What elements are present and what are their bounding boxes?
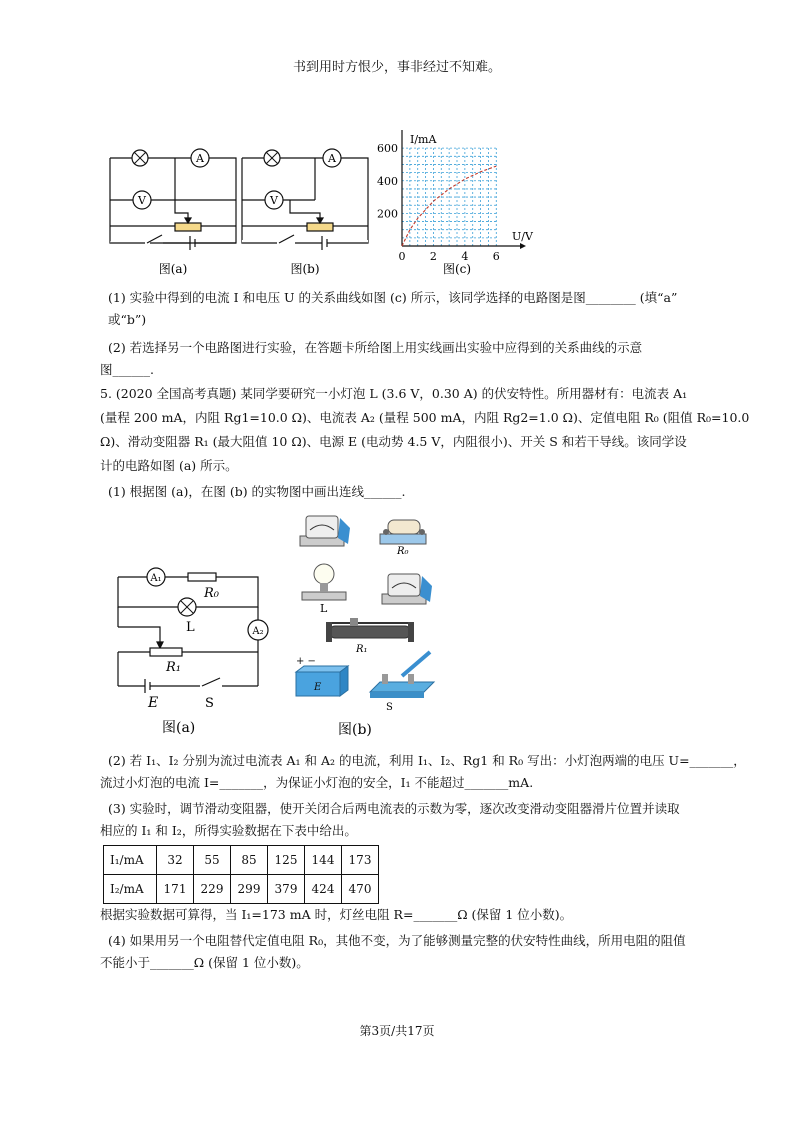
ammeter-device-icon xyxy=(300,516,350,546)
rheostat-device-icon xyxy=(326,618,414,642)
table-header-I1: I₁/mA xyxy=(104,846,157,875)
q4-part2: (2) 若选择另一个电路图进行实验，在答题卡所给图上用实线画出实验中应得到的关系曲线的示意 xyxy=(108,340,643,355)
photo-label-S: S xyxy=(386,702,393,713)
label-L: L xyxy=(186,620,195,635)
bulb-device-icon xyxy=(302,564,346,600)
table-cell: 470 xyxy=(342,875,379,904)
x-axis-arrow xyxy=(520,243,526,249)
iv-graph xyxy=(377,130,526,263)
table-header-I2: I₂/mA xyxy=(104,875,157,904)
table-cell: 85 xyxy=(231,846,268,875)
y-tick-label: 200 xyxy=(377,207,398,221)
graph-caption: 图(c) xyxy=(442,262,472,276)
battery-device-icon xyxy=(296,656,348,696)
circuit-a-caption: 图(a) xyxy=(158,262,188,276)
x-tick-label: 4 xyxy=(461,250,469,263)
graph-xlabel: U/V xyxy=(512,230,533,243)
data-table xyxy=(103,845,379,904)
table-cell: 299 xyxy=(231,875,268,904)
iv-curve xyxy=(402,166,496,246)
x-tick-label: 0 xyxy=(398,250,406,263)
photo-label-L: L xyxy=(320,602,328,615)
x-tick-label: 2 xyxy=(429,250,437,263)
table-cell: 424 xyxy=(305,875,342,904)
y-tick-label: 600 xyxy=(377,142,398,156)
ammeter2-device-icon xyxy=(382,574,432,604)
photo-label-R0: R₀ xyxy=(397,546,409,557)
circuit-b xyxy=(242,158,368,243)
photo-label-R1: R₁ xyxy=(356,644,368,655)
table-cell: 173 xyxy=(342,846,379,875)
q5-circuit-caption: 图(a) xyxy=(162,720,196,736)
ammeter-b: A xyxy=(328,152,336,165)
q5-stem-3: Ω)、滑动变阻器 R₁ (最大阻值 10 Ω)、电源 E (电动势 4.5 V，内阻很小)、开关 S 和若干导线。该同学设 xyxy=(100,434,687,449)
label-S: S xyxy=(205,696,214,711)
table-cell: 55 xyxy=(194,846,231,875)
q5-part2-b: 流过小灯泡的电流 I=_______，为保证小灯泡的安全，I₁ 不能超过_______mA. xyxy=(100,775,534,790)
table-cell: 229 xyxy=(194,875,231,904)
resistor-box-icon xyxy=(380,520,426,544)
label-R0: R₀ xyxy=(204,586,219,601)
q5-photo-caption: 图(b) xyxy=(338,722,372,738)
voltmeter-a: V xyxy=(138,194,146,207)
table-cell: 32 xyxy=(157,846,194,875)
photo-label-E: E xyxy=(314,682,322,693)
q5-apparatus-figure xyxy=(290,508,450,738)
meter-A2: A₂ xyxy=(252,626,264,637)
q5-part3-a: (3) 实验时，调节滑动变阻器，使开关闭合后两电流表的示数为零，逐次改变滑动变阻器滑片位置并读取 xyxy=(108,801,680,816)
circuit-b-caption: 图(b) xyxy=(290,262,320,276)
circuit-a xyxy=(110,158,236,243)
y-tick-label: 400 xyxy=(377,174,398,188)
q5-part3-b: 相应的 I₁ 和 I₂，所得实验数据在下表中给出。 xyxy=(100,823,357,838)
table-row xyxy=(104,846,379,875)
table-cell: 125 xyxy=(268,846,305,875)
q5-part2-a: (2) 若 I₁、I₂ 分别为流过电流表 A₁ 和 A₂ 的电流，利用 I₁、I₂、Rg1 和 R₀ 写出：小灯泡两端的电压 U=_______， xyxy=(108,753,746,768)
q5-after-table: 根据实验数据可算得，当 I₁=173 mA 时，灯丝电阻 R=_______Ω (保留 1 位小数)。 xyxy=(100,907,573,922)
table-cell: 144 xyxy=(305,846,342,875)
q5-part4-b: 不能小于_______Ω (保留 1 位小数)。 xyxy=(100,955,309,970)
label-R1: R₁ xyxy=(166,660,181,675)
table-cell: 379 xyxy=(268,875,305,904)
svg-text:+ −: + − xyxy=(296,656,316,667)
switch-device-icon xyxy=(370,652,434,698)
table-row xyxy=(104,875,379,904)
circuit-a-bottom xyxy=(110,235,236,250)
page-footer: 第3页/共17页 xyxy=(359,1024,435,1038)
q5-part4-a: (4) 如果用另一个电阻替代定值电阻 R₀，其他不变，为了能够测量完整的伏安特性曲线，所用电阻的阻值 xyxy=(108,933,686,948)
q4-part1-cont: 或“b”) xyxy=(108,312,147,327)
q5-stem-2: (量程 200 mA，内阻 Rg1=10.0 Ω)、电流表 A₂ (量程 500 mA，内阻 Rg2=1.0 Ω)、定值电阻 R₀ (阻值 R₀=10.0 xyxy=(100,410,750,425)
meter-A1: A₁ xyxy=(150,573,162,584)
q5-circuit-figure xyxy=(100,560,280,740)
q5-stem-1: 5. (2020 全国高考真题) 某同学要研究一小灯泡 L (3.6 V，0.30 A) 的伏安特性。所用器材有：电流表 A₁ xyxy=(100,386,688,401)
q4-part1: (1) 实验中得到的电流 I 和电压 U 的关系曲线如图 (c) 所示，该同学选择的电路图是图________ (填“a” xyxy=(108,290,678,305)
label-E: E xyxy=(148,695,159,711)
voltmeter-b: V xyxy=(270,194,278,207)
q4-part2-cont: 图______. xyxy=(100,362,154,377)
q5-part1: (1) 根据图 (a)，在图 (b) 的实物图中画出连线______. xyxy=(108,484,406,499)
table-cell: 171 xyxy=(157,875,194,904)
top-figure xyxy=(100,130,540,280)
graph-ylabel: I/mA xyxy=(410,133,437,146)
q5-stem-4: 计的电路如图 (a) 所示。 xyxy=(100,458,238,473)
page-header: 书到用时方恨少，事非经过不知难。 xyxy=(292,60,501,75)
ammeter-a: A xyxy=(196,152,204,165)
x-tick-label: 6 xyxy=(492,250,500,263)
